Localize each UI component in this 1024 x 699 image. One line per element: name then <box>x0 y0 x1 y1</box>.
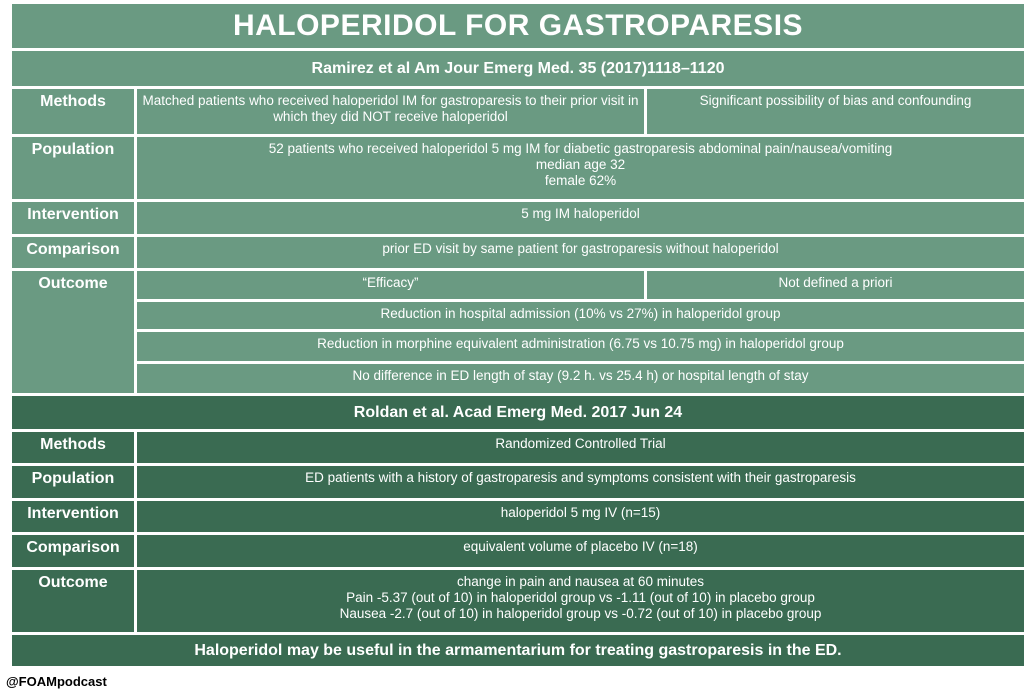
study1-outcome-efficacy-note: Not defined a priori <box>647 271 1024 299</box>
study1-outcome-row: Reduction in hospital admission (10% vs 27%) in haloperidol group <box>137 302 1024 329</box>
study1-outcome-row: No difference in ED length of stay (9.2 h. vs 25.4 h) or hospital length of stay <box>137 364 1024 393</box>
study2-outcome-label: Outcome <box>12 570 134 632</box>
outcome-line: change in pain and nausea at 60 minutes <box>457 574 704 589</box>
study1-population-label: Population <box>12 137 134 199</box>
study2-outcome-text <box>137 570 1024 632</box>
study1-methods-text: Matched patients who received haloperidol IM for gastroparesis to their prior visit in which they did NOT receive haloperidol <box>137 89 644 134</box>
study2-methods-text: Randomized Controlled Trial <box>137 432 1024 463</box>
footer-handle: @FOAMpodcast <box>6 674 107 689</box>
summary-conclusion: Haloperidol may be useful in the armamentarium for treating gastroparesis in the ED. <box>12 635 1024 666</box>
study2-population-label: Population <box>12 466 134 498</box>
study2-population-text: ED patients with a history of gastroparesis and symptoms consistent with their gastroparesis <box>137 466 1024 498</box>
study1-citation: Ramirez et al Am Jour Emerg Med. 35 (2017)1118–1120 <box>12 51 1024 86</box>
population-line: median age 32 <box>535 157 626 172</box>
outcome-line: Pain -5.37 (out of 10) in haloperidol group vs -1.11 (out of 10) in placebo group <box>346 590 815 605</box>
study2-comparison-text: equivalent volume of placebo IV (n=18) <box>137 535 1024 567</box>
study1-outcome-row: Reduction in morphine equivalent administration (6.75 vs 10.75 mg) in haloperidol group <box>137 332 1024 361</box>
study2-methods-label: Methods <box>12 432 134 463</box>
study2-intervention-label: Intervention <box>12 501 134 532</box>
study2-citation: Roldan et al. Acad Emerg Med. 2017 Jun 24 <box>12 396 1024 429</box>
study1-population-text <box>137 137 1024 199</box>
study1-outcome-label: Outcome <box>12 271 134 393</box>
population-line: female 62% <box>544 173 617 188</box>
study2-comparison-label: Comparison <box>12 535 134 567</box>
study1-methods-label: Methods <box>12 89 134 134</box>
study1-intervention-label: Intervention <box>12 202 134 234</box>
study1-comparison-label: Comparison <box>12 237 134 268</box>
outcome-line: Nausea -2.7 (out of 10) in haloperidol group vs -0.72 (out of 10) in placebo group <box>339 606 822 621</box>
study2-intervention-text: haloperidol 5 mg IV (n=15) <box>137 501 1024 532</box>
page-title: HALOPERIDOL FOR GASTROPARESIS <box>12 4 1024 48</box>
evidence-table <box>12 4 1024 666</box>
study1-outcome-efficacy: “Efficacy” <box>137 271 644 299</box>
study1-comparison-text: prior ED visit by same patient for gastroparesis without haloperidol <box>137 237 1024 268</box>
study1-methods-note: Significant possibility of bias and confounding <box>647 89 1024 134</box>
population-line: 52 patients who received haloperidol 5 mg IM for diabetic gastroparesis abdominal pain/nausea/vomiting <box>268 141 893 156</box>
study1-intervention-text: 5 mg IM haloperidol <box>137 202 1024 234</box>
